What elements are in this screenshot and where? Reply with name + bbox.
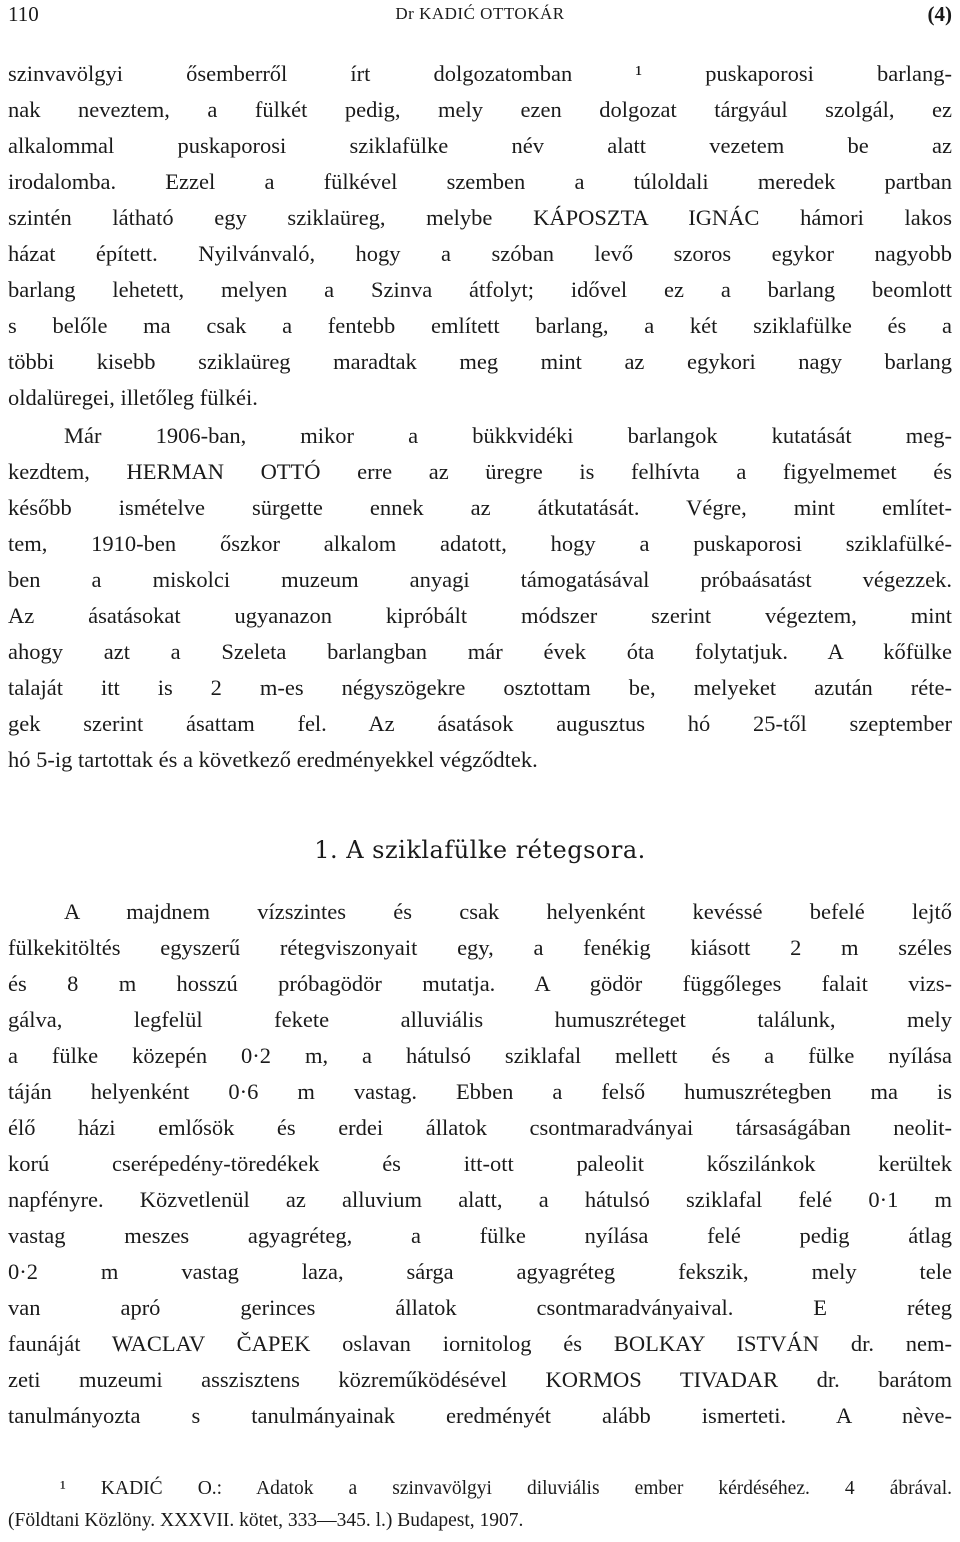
text-line: s belőle ma csak a fentebb említett barlang, a két sziklafülke és a	[8, 313, 952, 338]
text-line: tanulmányozta s tanulmányainak eredményét alább ismerteti. A nève-	[8, 1403, 952, 1428]
text-line: hó 5-ig tartottak és a következő eredményekkel végződtek.	[8, 747, 538, 772]
text-line: Az ásatásokat ugyanazon kipróbált módszer szerint végeztem, mint	[8, 603, 952, 628]
text-line: van apró gerinces állatok csontmaradványaival. E réteg	[8, 1295, 952, 1320]
text-line: talaját itt is 2 m-es négyszögekre osztottam be, melyeket azután réte-	[8, 675, 952, 700]
text-line: házat épített. Nyilvánvaló, hogy a szóban levő szoros egykor nagyobb	[8, 241, 952, 266]
text-line: többi kisebb sziklaüreg maradtak meg mint az egykori nagy barlang	[8, 349, 952, 374]
text-line: gálva, legfelül fekete alluviális humuszréteget találunk, mely	[8, 1007, 952, 1032]
footnote-line: (Földtani Közlöny. XXXVII. kötet, 333—345. l.) Budapest, 1907.	[8, 1510, 524, 1531]
text-line: vastag meszes agyagréteg, a fülke nyílása felé pedig átlag	[8, 1223, 952, 1248]
text-line: napfényre. Közvetlenül az alluvium alatt, a hátulsó sziklafal felé 0·1 m	[8, 1187, 952, 1212]
footnote-line: ¹ KADIĆ O.: Adatok a szinvavölgyi diluviális ember kérdéséhez. 4 ábrával.	[60, 1478, 952, 1499]
text-line: Már 1906-ban, mikor a bükkvidéki barlangok kutatását meg-	[64, 423, 952, 448]
part-number: (4)	[927, 2, 952, 26]
text-line: faunáját WACLAV ČAPEK oslavan iornitolog és BOLKAY ISTVÁN dr. nem-	[8, 1331, 952, 1356]
text-line: fülkekitöltés egyszerű rétegviszonyait egy, a fenékig kiásott 2 m széles	[8, 935, 952, 960]
page-header	[8, 2, 952, 32]
text-line: oldalüregei, illetőleg fülkéi.	[8, 385, 258, 410]
text-line: zeti muzeumi asszisztens közreműködésével KORMOS TIVADAR dr. barátom	[8, 1367, 952, 1392]
text-line: korú cserépedény-töredékek és itt-ott paleolit kőszilánkok kerültek	[8, 1151, 952, 1176]
text-line: táján helyenként 0·6 m vastag. Ebben a felső humuszrétegben ma is	[8, 1079, 952, 1104]
text-line: kezdtem, HERMAN OTTÓ erre az üregre is felhívta a figyelmemet és	[8, 459, 952, 484]
text-line: később ismételve sürgette ennek az átkutatását. Végre, mint említet-	[8, 495, 952, 520]
text-line: irodalomba. Ezzel a fülkével szemben a túloldali meredek partban	[8, 169, 952, 194]
page-number: 110	[8, 2, 39, 26]
text-line: és 8 m hosszú próbagödör mutatja. A gödör függőleges falait vizs-	[8, 971, 952, 996]
running-title: Dr KADIĆ OTTOKÁR	[395, 4, 565, 23]
text-line: gek szerint ásattam fel. Az ásatások augusztus hó 25-től szeptember	[8, 711, 952, 736]
text-line: ahogy azt a Szeleta barlangban már évek óta folytatjuk. A kőfülke	[8, 639, 952, 664]
text-line: ben a miskolci muzeum anyagi támogatásával próbaásatást végezzek.	[8, 567, 952, 592]
text-line: barlang lehetett, melyen a Szinva átfolyt; idővel ez a barlang beomlott	[8, 277, 952, 302]
section-heading: 1. A sziklafülke rétegsora.	[314, 836, 646, 864]
text-line: A majdnem vízszintes és csak helyenként kevéssé befelé lejtő	[64, 899, 952, 924]
text-line: a fülke közepén 0·2 m, a hátulsó sziklafal mellett és a fülke nyílása	[8, 1043, 952, 1068]
text-line: 0·2 m vastag laza, sárga agyagréteg fekszik, mely tele	[8, 1259, 952, 1284]
text-line: szintén látható egy sziklaüreg, melybe KÁPOSZTA IGNÁC hámori lakos	[8, 205, 952, 230]
text-line: alkalommal puskaporosi sziklafülke név alatt vezetem be az	[8, 133, 952, 158]
text-line: szinvavölgyi ősemberről írt dolgozatomban ¹ puskaporosi barlang-	[8, 61, 952, 86]
text-line: tem, 1910-ben őszkor alkalom adatott, hogy a puskaporosi sziklafülké-	[8, 531, 952, 556]
text-line: nak neveztem, a fülkét pedig, mely ezen dolgozat tárgyául szolgál, ez	[8, 97, 952, 122]
text-line: élő házi emlősök és erdei állatok csontmaradványai társaságában neolit-	[8, 1115, 952, 1140]
